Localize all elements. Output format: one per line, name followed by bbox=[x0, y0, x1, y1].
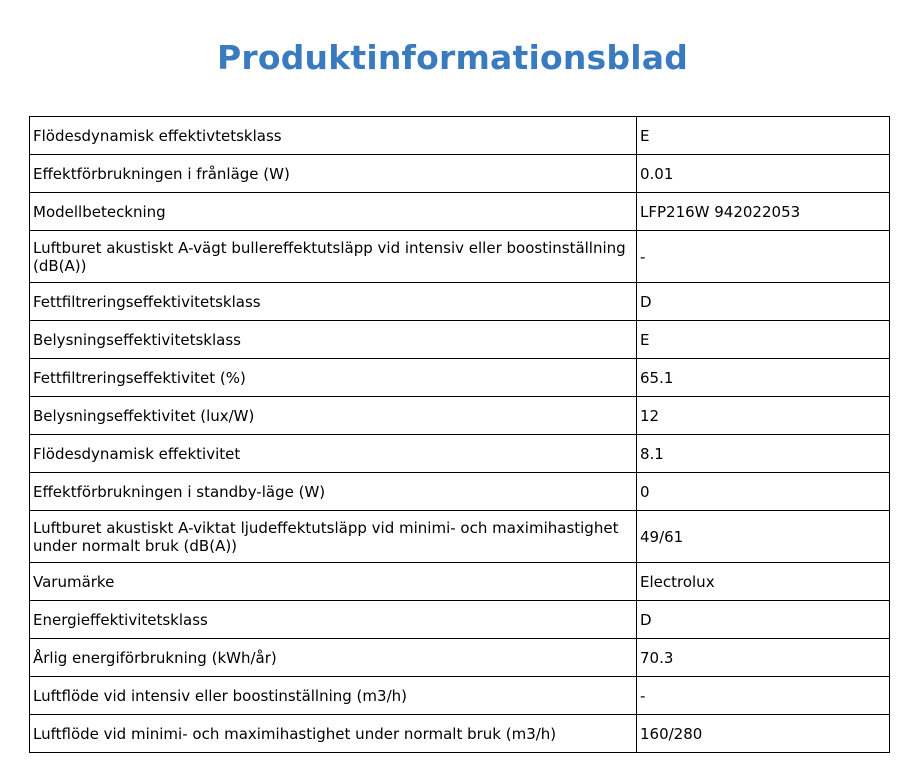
table-row bbox=[30, 563, 890, 601]
row-value: 0 bbox=[637, 473, 890, 511]
table-row bbox=[30, 397, 890, 435]
row-label: Effektförbrukningen i standby-läge (W) bbox=[30, 473, 637, 511]
row-value: LFP216W 942022053 bbox=[637, 193, 890, 231]
row-label: Luftflöde vid minimi- och maximihastighet under normalt bruk (m3/h) bbox=[30, 715, 637, 753]
table-row bbox=[30, 359, 890, 397]
table-row bbox=[30, 155, 890, 193]
row-label: Luftflöde vid intensiv eller boostinställning (m3/h) bbox=[30, 677, 637, 715]
row-label: Luftburet akustiskt A-vägt bullereffektutsläpp vid intensiv eller boostinställning (dB(A)) bbox=[30, 231, 637, 283]
table-row bbox=[30, 435, 890, 473]
row-value: 8.1 bbox=[637, 435, 890, 473]
table-row bbox=[30, 231, 890, 283]
row-value: 70.3 bbox=[637, 639, 890, 677]
table-row bbox=[30, 193, 890, 231]
row-value: 0.01 bbox=[637, 155, 890, 193]
row-value: E bbox=[637, 117, 890, 155]
row-value: 160/280 bbox=[637, 715, 890, 753]
row-value: D bbox=[637, 283, 890, 321]
row-value: D bbox=[637, 601, 890, 639]
row-value: - bbox=[637, 677, 890, 715]
row-value: Electrolux bbox=[637, 563, 890, 601]
row-value: - bbox=[637, 231, 890, 283]
row-label: Flödesdynamisk effektivtetsklass bbox=[30, 117, 637, 155]
row-label: Luftburet akustiskt A-viktat ljudeffektutsläpp vid minimi- och maximihastighet under normalt bruk (dB(A)) bbox=[30, 511, 637, 563]
table-row bbox=[30, 715, 890, 753]
page-title: Produktinformationsblad bbox=[216, 38, 689, 77]
row-label: Belysningseffektivitetsklass bbox=[30, 321, 637, 359]
table-row bbox=[30, 601, 890, 639]
row-label: Modellbeteckning bbox=[30, 193, 637, 231]
row-value: E bbox=[637, 321, 890, 359]
row-label: Flödesdynamisk effektivitet bbox=[30, 435, 637, 473]
row-value: 49/61 bbox=[637, 511, 890, 563]
table-row bbox=[30, 473, 890, 511]
table-row bbox=[30, 677, 890, 715]
table-row bbox=[30, 117, 890, 155]
row-value: 12 bbox=[637, 397, 890, 435]
row-label: Årlig energiförbrukning (kWh/år) bbox=[30, 639, 637, 677]
table-row bbox=[30, 283, 890, 321]
product-info-table bbox=[29, 116, 890, 753]
table-row bbox=[30, 639, 890, 677]
row-label: Energieffektivitetsklass bbox=[30, 601, 637, 639]
table-row bbox=[30, 511, 890, 563]
row-label: Varumärke bbox=[30, 563, 637, 601]
row-label: Fettfiltreringseffektivitet (%) bbox=[30, 359, 637, 397]
row-value: 65.1 bbox=[637, 359, 890, 397]
row-label: Effektförbrukningen i frånläge (W) bbox=[30, 155, 637, 193]
table-row bbox=[30, 321, 890, 359]
row-label: Belysningseffektivitet (lux/W) bbox=[30, 397, 637, 435]
row-label: Fettfiltreringseffektivitetsklass bbox=[30, 283, 637, 321]
